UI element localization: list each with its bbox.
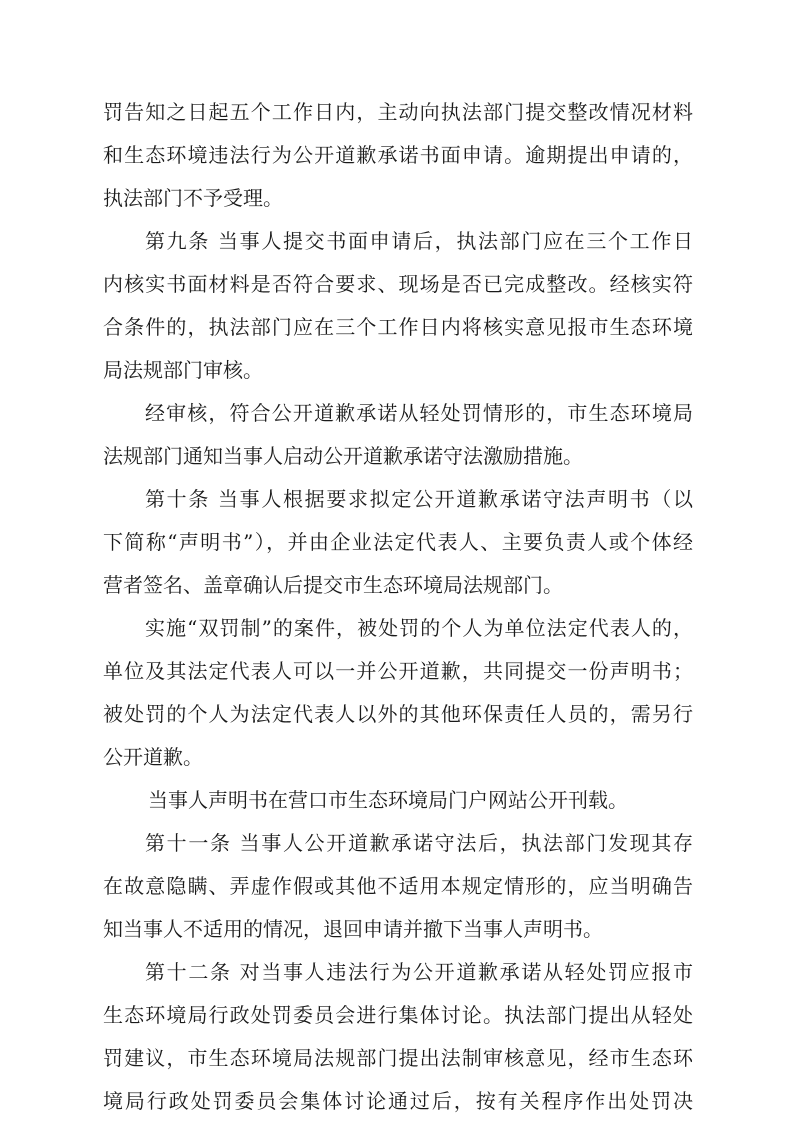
text-line: 局法规部门审核。	[103, 358, 263, 382]
text-line: 境局行政处罚委员会集体讨论通过后，按有关程序作出处罚决	[103, 1089, 693, 1113]
text-line: 公开道歉。	[103, 745, 203, 769]
text-line: 知当事人不适用的情况，退回申请并撤下当事人声明书。	[103, 917, 603, 941]
paragraph-start-line: 当事人声明书在营口市生态环境局门户网站公开刊载。	[148, 788, 628, 812]
text-line: 下简称“声明书”），并由企业法定代表人、主要负责人或个体经	[103, 530, 693, 554]
article-11-heading-line: 第十一条 当事人公开道歉承诺守法后，执法部门发现其存	[145, 831, 693, 855]
text-line: 执法部门不予受理。	[103, 186, 283, 210]
text-line: 生态环境局行政处罚委员会进行集体讨论。执法部门提出从轻处	[103, 1003, 693, 1027]
article-10-heading-line: 第十条 当事人根据要求拟定公开道歉承诺守法声明书（以	[145, 487, 693, 511]
text-line: 单位及其法定代表人可以一并公开道歉，共同提交一份声明书；	[103, 659, 693, 683]
text-line: 被处罚的个人为法定代表人以外的其他环保责任人员的，需另行	[103, 702, 693, 726]
text-line: 营者签名、盖章确认后提交市生态环境局法规部门。	[103, 573, 563, 597]
text-line: 内核实书面材料是否符合要求、现场是否已完成整改。经核实符	[103, 272, 693, 296]
text-line: 合条件的，执法部门应在三个工作日内将核实意见报市生态环境	[103, 315, 693, 339]
text-line: 在故意隐瞒、弄虚作假或其他不适用本规定情形的，应当明确告	[103, 874, 693, 898]
text-line: 和生态环境违法行为公开道歉承诺书面申请。逾期提出申请的，	[103, 143, 693, 167]
article-12-heading-line: 第十二条 对当事人违法行为公开道歉承诺从轻处罚应报市	[145, 960, 693, 984]
article-9-heading-line: 第九条 当事人提交书面申请后，执法部门应在三个工作日	[145, 229, 693, 253]
paragraph-start-line: 经审核，符合公开道歉承诺从轻处罚情形的，市生态环境局	[145, 401, 693, 425]
text-line: 罚建议，市生态环境局法规部门提出法制审核意见，经市生态环	[103, 1046, 693, 1070]
text-line: 罚告知之日起五个工作日内，主动向执法部门提交整改情况材料	[103, 100, 693, 124]
paragraph-start-line: 实施“双罚制”的案件，被处罚的个人为单位法定代表人的，	[145, 616, 693, 640]
text-line: 法规部门通知当事人启动公开道歉承诺守法激励措施。	[103, 444, 583, 468]
